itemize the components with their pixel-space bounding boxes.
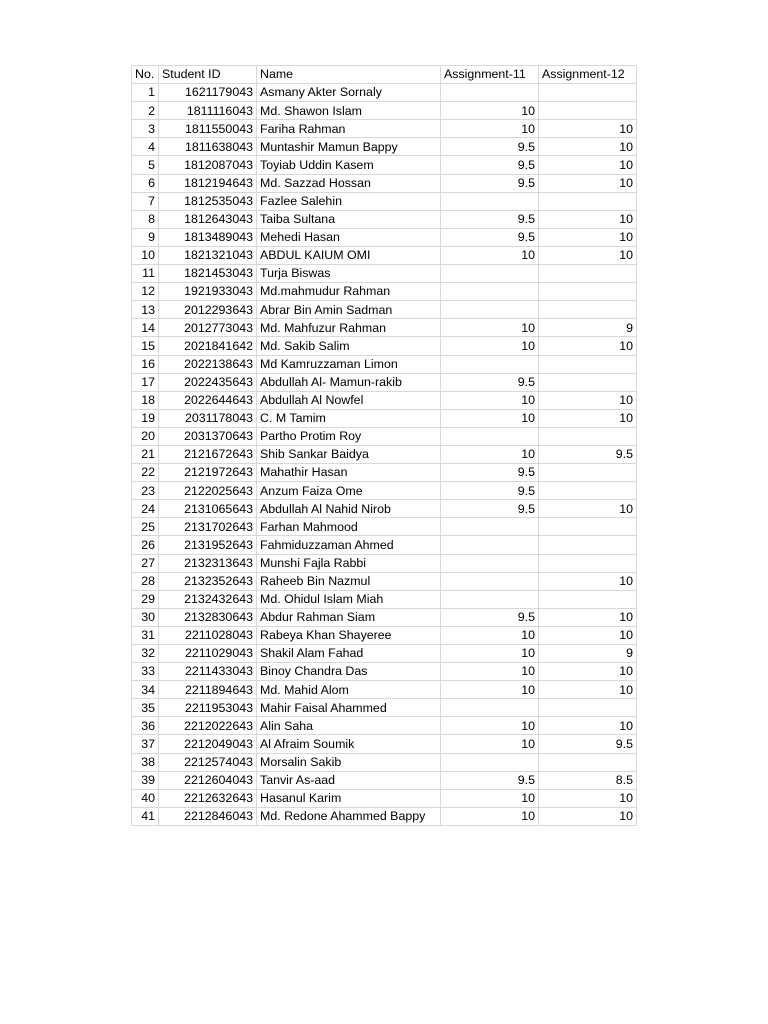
cell-assignment-11: 9.5: [441, 608, 539, 626]
cell-no: 11: [132, 265, 159, 283]
cell-name: Abdullah Al- Mamun-rakib: [257, 373, 441, 391]
cell-name: Fahmiduzzaman Ahmed: [257, 536, 441, 554]
cell-assignment-12: [539, 373, 637, 391]
table-row: [132, 753, 637, 771]
table-row: [132, 283, 637, 301]
cell-name: Shib Sankar Baidya: [257, 445, 441, 463]
table-row: [132, 771, 637, 789]
table-row: [132, 409, 637, 427]
cell-no: 32: [132, 645, 159, 663]
cell-student-id: 2031178043: [159, 409, 257, 427]
cell-assignment-12: 10: [539, 337, 637, 355]
cell-student-id: 2212574043: [159, 753, 257, 771]
cell-student-id: 2211433043: [159, 663, 257, 681]
cell-student-id: 2211029043: [159, 645, 257, 663]
cell-student-id: 2212604043: [159, 771, 257, 789]
cell-assignment-12: 9.5: [539, 735, 637, 753]
cell-no: 13: [132, 301, 159, 319]
cell-name: Asmany Akter Sornaly: [257, 84, 441, 102]
table-row: [132, 518, 637, 536]
table-row: [132, 120, 637, 138]
cell-name: Anzum Faiza Ome: [257, 482, 441, 500]
table-row: [132, 265, 637, 283]
cell-assignment-11: 9.5: [441, 156, 539, 174]
cell-student-id: 2212022643: [159, 717, 257, 735]
table-row: [132, 500, 637, 518]
header-student-id: Student ID: [159, 66, 257, 84]
table-row: [132, 717, 637, 735]
table-row: [132, 807, 637, 825]
cell-name: Md. Redone Ahammed Bappy: [257, 807, 441, 825]
cell-assignment-12: [539, 265, 637, 283]
table-row: [132, 427, 637, 445]
grades-table: [131, 65, 637, 826]
cell-assignment-12: 10: [539, 156, 637, 174]
cell-name: Partho Protim Roy: [257, 427, 441, 445]
cell-no: 19: [132, 409, 159, 427]
cell-assignment-12: 10: [539, 174, 637, 192]
table-row: [132, 536, 637, 554]
cell-assignment-11: 10: [441, 807, 539, 825]
cell-no: 7: [132, 192, 159, 210]
cell-no: 39: [132, 771, 159, 789]
table-row: [132, 156, 637, 174]
cell-name: Mahir Faisal Ahammed: [257, 699, 441, 717]
cell-student-id: 2022138643: [159, 355, 257, 373]
cell-student-id: 2131065643: [159, 500, 257, 518]
cell-name: Md. Shawon Islam: [257, 102, 441, 120]
cell-no: 29: [132, 590, 159, 608]
cell-assignment-11: [441, 572, 539, 590]
cell-assignment-12: 10: [539, 807, 637, 825]
cell-name: Tanvir As-aad: [257, 771, 441, 789]
cell-student-id: 1812643043: [159, 210, 257, 228]
cell-assignment-12: 10: [539, 572, 637, 590]
cell-no: 33: [132, 663, 159, 681]
cell-name: Md. Sakib Salim: [257, 337, 441, 355]
cell-name: Turja Biswas: [257, 265, 441, 283]
cell-no: 37: [132, 735, 159, 753]
cell-assignment-11: 10: [441, 319, 539, 337]
cell-name: Binoy Chandra Das: [257, 663, 441, 681]
cell-assignment-11: 10: [441, 391, 539, 409]
cell-student-id: 1812535043: [159, 192, 257, 210]
table-row: [132, 572, 637, 590]
table-body: [132, 84, 637, 826]
table-row: [132, 174, 637, 192]
cell-name: Raheeb Bin Nazmul: [257, 572, 441, 590]
cell-no: 40: [132, 789, 159, 807]
cell-student-id: 1821453043: [159, 265, 257, 283]
cell-assignment-11: [441, 355, 539, 373]
cell-assignment-11: 10: [441, 409, 539, 427]
cell-no: 36: [132, 717, 159, 735]
cell-assignment-12: 10: [539, 228, 637, 246]
cell-assignment-11: [441, 699, 539, 717]
cell-no: 31: [132, 626, 159, 644]
cell-student-id: 2132352643: [159, 572, 257, 590]
table-row: [132, 138, 637, 156]
cell-student-id: 2212846043: [159, 807, 257, 825]
cell-assignment-12: [539, 301, 637, 319]
cell-name: Morsalin Sakib: [257, 753, 441, 771]
cell-assignment-12: [539, 753, 637, 771]
cell-assignment-11: [441, 536, 539, 554]
cell-assignment-11: 10: [441, 626, 539, 644]
table-row: [132, 699, 637, 717]
header-name: Name: [257, 66, 441, 84]
cell-assignment-12: [539, 283, 637, 301]
cell-student-id: 2021841642: [159, 337, 257, 355]
cell-assignment-11: [441, 554, 539, 572]
cell-no: 34: [132, 681, 159, 699]
table-row: [132, 626, 637, 644]
cell-no: 41: [132, 807, 159, 825]
cell-name: C. M Tamim: [257, 409, 441, 427]
cell-student-id: 1811550043: [159, 120, 257, 138]
cell-assignment-11: 10: [441, 681, 539, 699]
table-row: [132, 645, 637, 663]
cell-no: 4: [132, 138, 159, 156]
table-row: [132, 663, 637, 681]
cell-assignment-12: 10: [539, 138, 637, 156]
cell-name: Mahathir Hasan: [257, 464, 441, 482]
cell-name: Rabeya Khan Shayeree: [257, 626, 441, 644]
header-row: [132, 66, 637, 84]
table-row: [132, 84, 637, 102]
cell-assignment-12: 10: [539, 717, 637, 735]
table-row: [132, 373, 637, 391]
cell-no: 6: [132, 174, 159, 192]
table-row: [132, 210, 637, 228]
cell-assignment-12: [539, 554, 637, 572]
cell-name: Md. Mahfuzur Rahman: [257, 319, 441, 337]
cell-name: Farhan Mahmood: [257, 518, 441, 536]
cell-no: 15: [132, 337, 159, 355]
cell-assignment-12: [539, 518, 637, 536]
cell-name: Hasanul Karim: [257, 789, 441, 807]
cell-assignment-11: 9.5: [441, 464, 539, 482]
table-row: [132, 445, 637, 463]
cell-assignment-11: 10: [441, 337, 539, 355]
cell-assignment-12: [539, 482, 637, 500]
cell-assignment-12: [539, 102, 637, 120]
cell-no: 20: [132, 427, 159, 445]
cell-student-id: 1812194643: [159, 174, 257, 192]
cell-no: 14: [132, 319, 159, 337]
cell-assignment-11: 9.5: [441, 500, 539, 518]
cell-student-id: 2212049043: [159, 735, 257, 753]
cell-no: 2: [132, 102, 159, 120]
cell-assignment-11: 10: [441, 645, 539, 663]
cell-student-id: 1811116043: [159, 102, 257, 120]
cell-name: Muntashir Mamun Bappy: [257, 138, 441, 156]
cell-assignment-11: [441, 753, 539, 771]
cell-assignment-11: 10: [441, 246, 539, 264]
cell-assignment-11: 10: [441, 717, 539, 735]
cell-assignment-11: 9.5: [441, 228, 539, 246]
cell-no: 10: [132, 246, 159, 264]
cell-assignment-11: 9.5: [441, 771, 539, 789]
cell-assignment-12: 10: [539, 210, 637, 228]
cell-no: 18: [132, 391, 159, 409]
cell-name: Abdullah Al Nowfel: [257, 391, 441, 409]
cell-no: 9: [132, 228, 159, 246]
cell-student-id: 2211028043: [159, 626, 257, 644]
cell-name: Md Kamruzzaman Limon: [257, 355, 441, 373]
cell-no: 26: [132, 536, 159, 554]
cell-name: Alin Saha: [257, 717, 441, 735]
cell-assignment-12: 10: [539, 663, 637, 681]
cell-student-id: 2211953043: [159, 699, 257, 717]
cell-no: 25: [132, 518, 159, 536]
cell-student-id: 1621179043: [159, 84, 257, 102]
cell-assignment-12: [539, 192, 637, 210]
cell-no: 38: [132, 753, 159, 771]
table-row: [132, 319, 637, 337]
table-row: [132, 192, 637, 210]
table-row: [132, 391, 637, 409]
cell-assignment-12: 9: [539, 645, 637, 663]
cell-assignment-12: [539, 427, 637, 445]
cell-assignment-12: [539, 590, 637, 608]
cell-no: 1: [132, 84, 159, 102]
cell-assignment-11: 9.5: [441, 373, 539, 391]
header-assignment-11: Assignment-11: [441, 66, 539, 84]
cell-assignment-11: 10: [441, 789, 539, 807]
table-row: [132, 789, 637, 807]
cell-assignment-11: [441, 590, 539, 608]
cell-no: 24: [132, 500, 159, 518]
cell-assignment-12: 10: [539, 681, 637, 699]
cell-student-id: 1821321043: [159, 246, 257, 264]
cell-assignment-11: [441, 301, 539, 319]
cell-assignment-11: 9.5: [441, 138, 539, 156]
cell-assignment-11: [441, 427, 539, 445]
table-row: [132, 337, 637, 355]
cell-assignment-12: [539, 84, 637, 102]
cell-name: ABDUL KAIUM OMI: [257, 246, 441, 264]
table-row: [132, 608, 637, 626]
cell-assignment-12: [539, 464, 637, 482]
table-row: [132, 681, 637, 699]
cell-name: Md. Sazzad Hossan: [257, 174, 441, 192]
cell-assignment-11: 10: [441, 102, 539, 120]
cell-assignment-12: [539, 536, 637, 554]
cell-no: 28: [132, 572, 159, 590]
cell-name: Munshi Fajla Rabbi: [257, 554, 441, 572]
cell-name: Fariha Rahman: [257, 120, 441, 138]
cell-no: 22: [132, 464, 159, 482]
cell-student-id: 2012773043: [159, 319, 257, 337]
cell-assignment-11: 9.5: [441, 174, 539, 192]
cell-no: 21: [132, 445, 159, 463]
cell-no: 12: [132, 283, 159, 301]
cell-assignment-12: 10: [539, 409, 637, 427]
cell-name: Fazlee Salehin: [257, 192, 441, 210]
cell-assignment-11: [441, 84, 539, 102]
cell-student-id: 2211894643: [159, 681, 257, 699]
cell-no: 8: [132, 210, 159, 228]
cell-assignment-11: 10: [441, 445, 539, 463]
cell-name: Abdur Rahman Siam: [257, 608, 441, 626]
cell-assignment-12: 10: [539, 608, 637, 626]
cell-assignment-12: 10: [539, 626, 637, 644]
cell-no: 5: [132, 156, 159, 174]
cell-no: 35: [132, 699, 159, 717]
cell-student-id: 2131952643: [159, 536, 257, 554]
table-row: [132, 464, 637, 482]
cell-no: 30: [132, 608, 159, 626]
cell-assignment-12: 10: [539, 500, 637, 518]
cell-student-id: 2122025643: [159, 482, 257, 500]
cell-assignment-12: 10: [539, 246, 637, 264]
cell-no: 27: [132, 554, 159, 572]
header-no: No.: [132, 66, 159, 84]
cell-assignment-12: 10: [539, 120, 637, 138]
cell-student-id: 2121972643: [159, 464, 257, 482]
table-row: [132, 228, 637, 246]
cell-no: 16: [132, 355, 159, 373]
cell-name: Mehedi Hasan: [257, 228, 441, 246]
header-assignment-12: Assignment-12: [539, 66, 637, 84]
cell-student-id: 2121672643: [159, 445, 257, 463]
table-row: [132, 590, 637, 608]
cell-assignment-12: [539, 355, 637, 373]
cell-name: Al Afraim Soumik: [257, 735, 441, 753]
cell-name: Md.mahmudur Rahman: [257, 283, 441, 301]
cell-no: 17: [132, 373, 159, 391]
cell-student-id: 2031370643: [159, 427, 257, 445]
cell-name: Shakil Alam Fahad: [257, 645, 441, 663]
cell-assignment-12: 9: [539, 319, 637, 337]
cell-assignment-12: 8.5: [539, 771, 637, 789]
cell-name: Md. Ohidul Islam Miah: [257, 590, 441, 608]
cell-student-id: 2132432643: [159, 590, 257, 608]
cell-name: Toyiab Uddin Kasem: [257, 156, 441, 174]
cell-name: Abrar Bin Amin Sadman: [257, 301, 441, 319]
cell-student-id: 2012293643: [159, 301, 257, 319]
cell-student-id: 2132830643: [159, 608, 257, 626]
cell-assignment-11: 10: [441, 120, 539, 138]
cell-name: Taiba Sultana: [257, 210, 441, 228]
cell-assignment-11: 10: [441, 735, 539, 753]
cell-no: 3: [132, 120, 159, 138]
cell-student-id: 2132313643: [159, 554, 257, 572]
table-row: [132, 482, 637, 500]
cell-student-id: 2022644643: [159, 391, 257, 409]
cell-assignment-12: 10: [539, 391, 637, 409]
cell-student-id: 1812087043: [159, 156, 257, 174]
cell-assignment-12: 9.5: [539, 445, 637, 463]
cell-name: Abdullah Al Nahid Nirob: [257, 500, 441, 518]
cell-student-id: 1921933043: [159, 283, 257, 301]
cell-assignment-11: [441, 265, 539, 283]
cell-assignment-12: 10: [539, 789, 637, 807]
cell-assignment-11: [441, 283, 539, 301]
cell-assignment-12: [539, 699, 637, 717]
cell-student-id: 1813489043: [159, 228, 257, 246]
cell-assignment-11: 10: [441, 663, 539, 681]
cell-no: 23: [132, 482, 159, 500]
cell-assignment-11: [441, 192, 539, 210]
cell-assignment-11: 9.5: [441, 482, 539, 500]
table-row: [132, 735, 637, 753]
table-row: [132, 301, 637, 319]
cell-assignment-11: 9.5: [441, 210, 539, 228]
table-row: [132, 554, 637, 572]
cell-name: Md. Mahid Alom: [257, 681, 441, 699]
table-row: [132, 355, 637, 373]
cell-student-id: 1811638043: [159, 138, 257, 156]
cell-student-id: 2022435643: [159, 373, 257, 391]
cell-assignment-11: [441, 518, 539, 536]
table-row: [132, 246, 637, 264]
table-row: [132, 102, 637, 120]
cell-student-id: 2212632643: [159, 789, 257, 807]
cell-student-id: 2131702643: [159, 518, 257, 536]
